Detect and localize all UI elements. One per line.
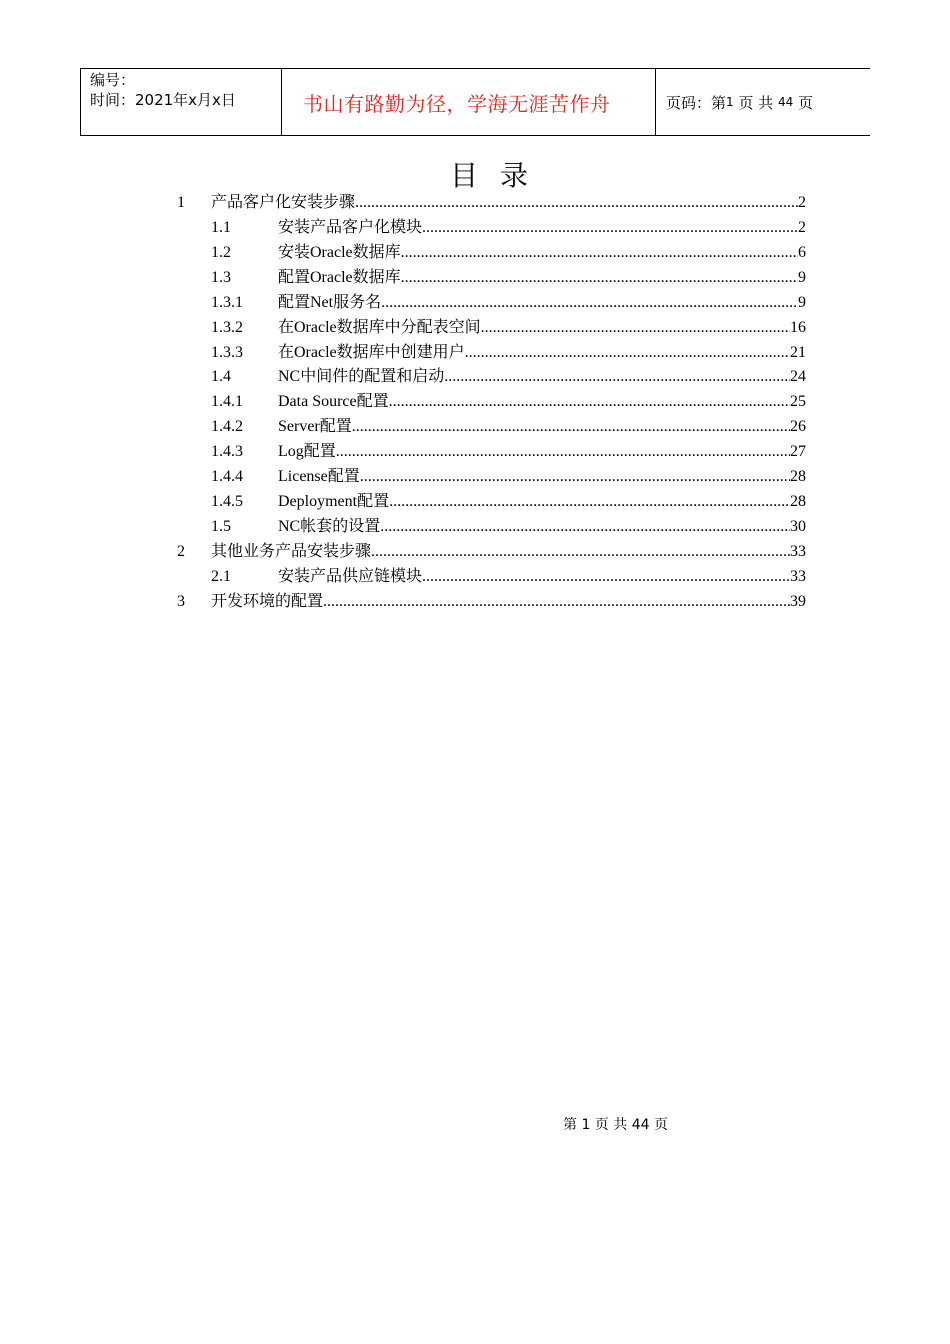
toc-entry-number: 1.3.3 (211, 343, 243, 361)
toc-dot-leader (401, 241, 798, 266)
toc-entry-number: 1.4 (211, 368, 231, 386)
toc-entry[interactable] (177, 216, 806, 241)
toc-entry-page: 27 (790, 443, 806, 461)
toc-entry-page: 2 (798, 194, 806, 211)
toc-entry-title: 安装产品客户化模块 (278, 218, 423, 236)
toc-entry-number: 1.4.4 (211, 468, 243, 486)
toc-entry-number: 3 (177, 592, 185, 610)
toc-entry-page: 9 (798, 268, 806, 286)
toc-dot-leader (352, 415, 790, 440)
document-time-label: 时间：2021年x月x日 (90, 91, 236, 109)
toc-entry[interactable] (177, 515, 806, 540)
toc-entry-page: 9 (798, 293, 806, 311)
toc-dot-leader (360, 465, 790, 490)
toc-entry-title: 安装Oracle数据库 (278, 243, 401, 261)
table-of-contents (177, 191, 806, 615)
toc-entry-page: 6 (798, 243, 806, 261)
page-mid: 页 共 (738, 93, 774, 112)
toc-entry-number: 2.1 (211, 567, 231, 585)
toc-dot-leader (422, 565, 790, 590)
toc-title: 目录 (449, 159, 550, 192)
toc-entry-title: 产品客户化安装步骤 (211, 194, 356, 211)
page-suffix: 页 (798, 93, 814, 112)
toc-entry-title: 开发环境的配置 (211, 592, 324, 610)
toc-dot-leader (323, 590, 790, 615)
toc-entry[interactable] (177, 490, 806, 515)
toc-entry[interactable] (177, 291, 806, 316)
toc-entry-page: 21 (790, 343, 806, 361)
toc-entry-page: 30 (790, 517, 806, 535)
page-current: 1 (726, 95, 734, 109)
toc-entry[interactable] (177, 415, 806, 440)
toc-entry-page: 16 (790, 318, 806, 336)
toc-dot-leader (481, 316, 790, 341)
toc-dot-leader (389, 490, 790, 515)
toc-entry-title: Server配置 (278, 418, 352, 436)
toc-entry-page: 39 (790, 592, 806, 610)
toc-entry[interactable] (177, 341, 806, 366)
toc-entry-title: 配置Oracle数据库 (278, 268, 401, 286)
toc-dot-leader (381, 291, 798, 316)
toc-dot-leader (355, 191, 798, 216)
toc-entry[interactable] (177, 191, 806, 216)
toc-entry-title: NC帐套的设置 (278, 517, 381, 535)
toc-entry-title: Log配置 (278, 443, 336, 461)
toc-entry-title: License配置 (278, 468, 360, 486)
toc-entry[interactable] (177, 440, 806, 465)
toc-entry-title: 配置Net服务名 (278, 293, 382, 311)
document-header (80, 68, 870, 136)
header-motto: 书山有路勤为径，学海无涯苦作舟 (303, 91, 611, 116)
toc-entry-page: 26 (790, 418, 806, 436)
toc-entry-page: 28 (790, 493, 806, 511)
toc-entry-page: 2 (798, 218, 806, 236)
toc-entry-title: Deployment配置 (278, 493, 390, 511)
toc-dot-leader (389, 390, 790, 415)
toc-dot-leader (465, 341, 790, 366)
toc-entry-page: 24 (790, 368, 806, 386)
toc-entry-number: 1.2 (211, 243, 231, 261)
toc-dot-leader (371, 540, 790, 565)
toc-dot-leader (380, 515, 790, 540)
toc-entry[interactable] (177, 266, 806, 291)
toc-entry[interactable] (177, 390, 806, 415)
toc-entry-title: 在Oracle数据库中创建用户 (278, 343, 465, 361)
toc-dot-leader (401, 266, 798, 291)
toc-dot-leader (336, 440, 790, 465)
toc-entry-number: 1.4.2 (211, 418, 243, 436)
toc-entry[interactable] (177, 540, 806, 565)
toc-entry-number: 1.4.1 (211, 393, 243, 411)
page-total: 44 (778, 95, 794, 109)
toc-entry-number: 1 (177, 194, 185, 211)
toc-dot-leader (444, 365, 790, 390)
toc-dot-leader (422, 216, 798, 241)
toc-entry-page: 25 (790, 393, 806, 411)
header-page-cell (656, 69, 870, 135)
toc-entry-number: 1.3.1 (211, 293, 243, 311)
toc-entry-page: 33 (790, 542, 806, 560)
toc-entry[interactable] (177, 590, 806, 615)
toc-entry[interactable] (177, 241, 806, 266)
toc-entry[interactable] (177, 565, 806, 590)
toc-entry-page: 28 (790, 468, 806, 486)
header-info-cell (81, 69, 282, 135)
document-number-label: 编号： (90, 71, 136, 89)
toc-entry-title: 安装产品供应链模块 (278, 567, 423, 585)
page-footer: 第 1 页 共 44 页 (563, 1117, 668, 1133)
toc-entry-number: 1.1 (211, 218, 231, 236)
toc-entry-page: 33 (790, 567, 806, 585)
toc-entry[interactable] (177, 365, 806, 390)
toc-entry-number: 1.4.3 (211, 443, 243, 461)
toc-entry-number: 1.5 (211, 517, 231, 535)
toc-entry-title: 其他业务产品安装步骤 (211, 542, 372, 560)
page-prefix: 页码：第 (666, 93, 727, 112)
toc-entry-number: 1.3 (211, 268, 231, 286)
toc-entry-title: NC中间件的配置和启动 (278, 368, 445, 386)
toc-entry-title: Data Source配置 (278, 393, 389, 411)
toc-entry-number: 2 (177, 542, 185, 560)
toc-entry-number: 1.4.5 (211, 493, 243, 511)
toc-entry-title: 在Oracle数据库中分配表空间 (278, 318, 481, 336)
toc-entry[interactable] (177, 465, 806, 490)
header-motto-cell (282, 69, 656, 135)
toc-entry-number: 1.3.2 (211, 318, 243, 336)
toc-entry[interactable] (177, 316, 806, 341)
